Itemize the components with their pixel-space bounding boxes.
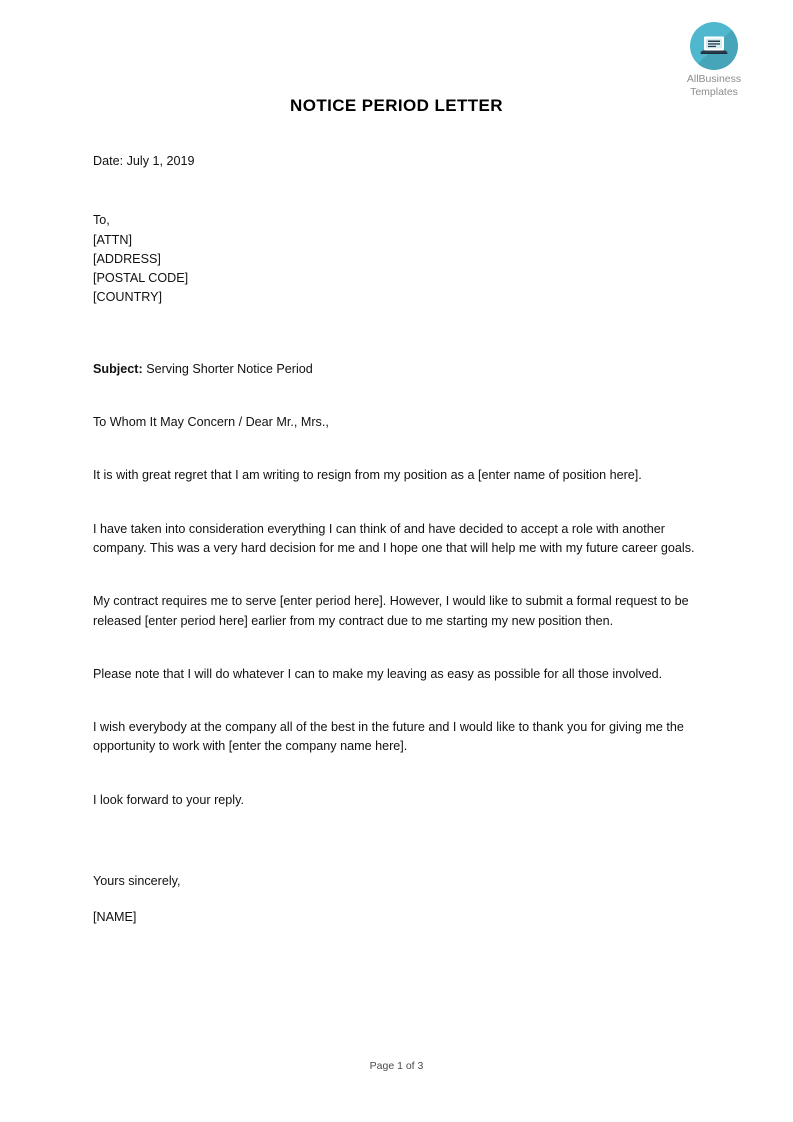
address-line-country: [COUNTRY]	[93, 290, 163, 305]
logo-caption	[661, 73, 767, 98]
paragraph-4: Please note that I will do whatever I can to make my leaving as easy as possible for all those involved.	[93, 666, 663, 681]
spacer	[93, 432, 697, 466]
signature-name: [NAME]	[93, 910, 137, 925]
paragraph-5: I wish everybody at the company all of the best in the future and I would like to thank you for giving me the opportunity to work with [enter the company name here].	[93, 720, 684, 754]
letter-body	[93, 152, 697, 928]
subject-label: Subject:	[93, 361, 143, 376]
page-footer: Page 1 of 3	[369, 1060, 424, 1072]
logo-caption-line2: Templates	[690, 85, 738, 98]
subject-line	[93, 360, 697, 379]
recipient-address-block	[93, 211, 697, 307]
spacer	[93, 810, 697, 872]
brand-logo	[661, 22, 767, 98]
spacer	[93, 486, 697, 520]
salutation: To Whom It May Concern / Dear Mr., Mrs.,	[93, 415, 329, 430]
spacer	[93, 558, 697, 592]
address-line-postal-code: [POSTAL CODE]	[93, 271, 189, 286]
address-line-street: [ADDRESS]	[93, 251, 161, 266]
page-title: NOTICE PERIOD LETTER	[290, 96, 503, 115]
subject-value: Serving Shorter Notice Period	[146, 361, 313, 376]
spacer	[93, 631, 697, 665]
spacer	[93, 757, 697, 791]
closing-line: Yours sincerely,	[93, 874, 181, 889]
date-line: Date: July 1, 2019	[93, 154, 195, 168]
logo-caption-line1: AllBusiness	[686, 73, 742, 85]
address-line-to: To,	[93, 213, 110, 228]
spacer	[93, 171, 697, 211]
address-line-attn: [ATTN]	[93, 232, 132, 247]
spacer	[93, 891, 697, 908]
paragraph-1: It is with great regret that I am writing to resign from my position as a [enter name of position here].	[93, 468, 642, 483]
spacer	[93, 308, 697, 360]
spacer	[93, 379, 697, 413]
paragraph-6: I look forward to your reply.	[93, 792, 244, 807]
paragraph-2: I have taken into consideration everything I can think of and have decided to accept a role with another company. This was a very hard decision for me and I hope one that will help me with my future career goals.	[93, 521, 695, 555]
spacer	[93, 684, 697, 718]
logo-circle	[690, 22, 738, 70]
paragraph-3: My contract requires me to serve [enter period here]. However, I would like to submit a formal request to be released [enter period here] earlier from my contract due to me starting my new position then.	[93, 594, 689, 628]
laptop-icon	[699, 35, 729, 57]
